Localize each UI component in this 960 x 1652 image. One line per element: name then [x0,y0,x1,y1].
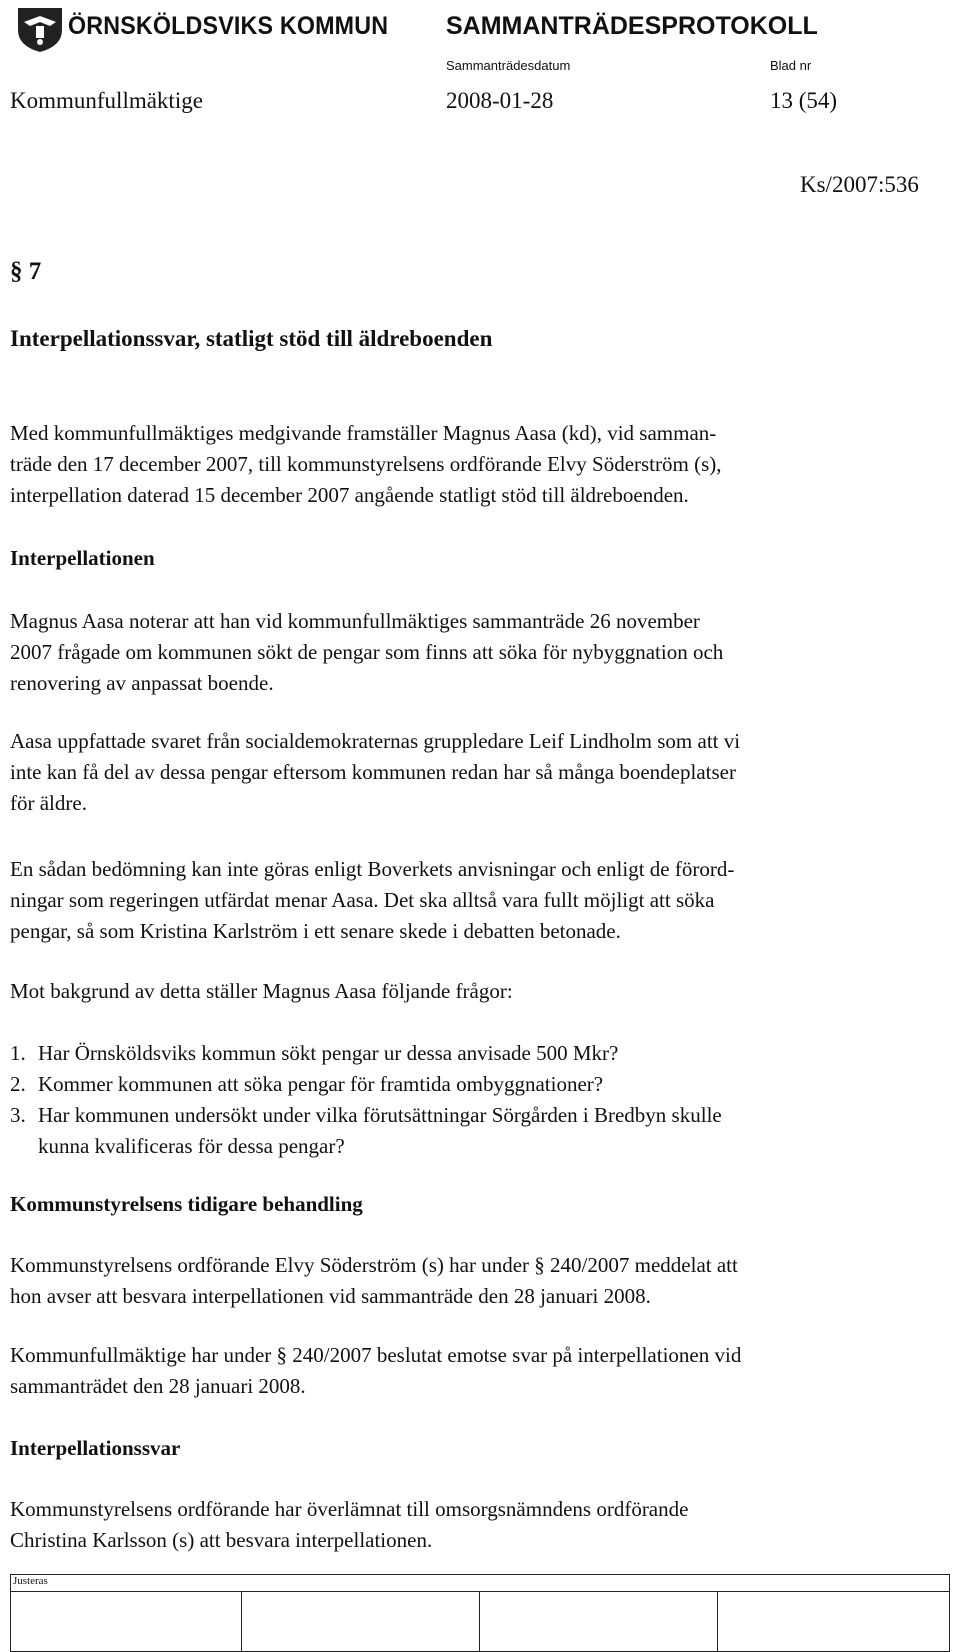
text-line: träde den 17 december 2007, till kommunstyrelsens ordförande Elvy Söderström (s), [10,452,722,476]
signature-cell-divider [717,1591,718,1651]
list-text: Har kommunen undersökt under vilka förutsättningar Sörgården i Bredbyn skulle [38,1103,722,1127]
text-line: Magnus Aasa noterar att han vid kommunfullmäktiges sammanträde 26 november [10,609,700,633]
case-number: Ks/2007:536 [800,172,919,197]
coat-of-arms-icon [14,4,66,54]
signature-label: Justeras [13,1575,48,1587]
text-line: Kommunstyrelsens ordförande har överlämnat till omsorgsnämndens ordförande [10,1497,689,1521]
text-line: Kommunstyrelsens ordförande Elvy Söderström (s) har under § 240/2007 meddelat att [10,1253,738,1277]
heading-interpellation: Interpellationen [10,546,155,570]
signature-cell-divider [479,1591,480,1651]
date-label: Sammanträdesdatum [446,58,571,73]
section-number: § 7 [10,258,42,285]
list-number: 2. [10,1072,26,1096]
text-line: inte kan få del av dessa pengar eftersom kommunen redan har så många boendeplatser [10,760,736,784]
divider [11,1591,949,1592]
section-title: Interpellationssvar, statligt stöd till äldreboenden [10,326,493,351]
text-line: för äldre. [10,791,87,815]
question-list [10,1038,722,1162]
paragraph-4 [10,976,940,1007]
list-text: Kommer kommunen att söka pengar för framtida ombyggnationer? [38,1072,604,1096]
text-line: Aasa uppfattade svaret från socialdemokraternas gruppledare Leif Lindholm som att vi [10,729,741,753]
list-number: 3. [10,1103,26,1127]
text-line: interpellation daterad 15 december 2007 angående statligt stöd till äldreboenden. [10,483,689,507]
committee-name: Kommunfullmäktige [10,88,203,113]
text-line: En sådan bedömning kan inte göras enligt Boverkets anvisningar och enligt de förord- [10,857,735,881]
heading-prior-handling: Kommunstyrelsens tidigare behandling [10,1192,363,1216]
heading-answer: Interpellationssvar [10,1436,181,1460]
text-line: ningar som regeringen utfärdat menar Aasa. Det ska alltså vara fullt möjligt att söka [10,888,715,912]
paragraph-5 [10,1250,940,1312]
list-text: kunna kvalificeras för dessa pengar? [38,1134,345,1158]
text-line: 2007 frågade om kommunen sökt de pengar som finns att söka för nybyggnation och [10,640,724,664]
list-number: 1. [10,1041,26,1065]
text-line: Med kommunfullmäktiges medgivande framställer Magnus Aasa (kd), vid samman- [10,421,717,445]
page-label: Blad nr [770,58,812,73]
text-line: Christina Karlsson (s) att besvara interpellationen. [10,1528,433,1552]
intro-paragraph [10,418,940,511]
text-line: Kommunfullmäktige har under § 240/2007 beslutat emotse svar på interpellationen vid [10,1343,742,1367]
text-line: renovering av anpassat boende. [10,671,274,695]
signature-cell-divider [241,1591,242,1651]
list-item [10,1100,722,1131]
paragraph-3 [10,854,940,947]
signature-box [10,1574,950,1652]
paragraph-2 [10,726,940,819]
paragraph-1 [10,606,940,699]
document-type: SAMMANTRÄDESPROTOKOLL [446,12,818,40]
paragraph-6 [10,1340,940,1402]
meeting-date: 2008-01-28 [446,88,554,113]
organization-name: ÖRNSKÖLDSVIKS KOMMUN [68,12,389,40]
paragraph-7 [10,1494,940,1556]
page-number: 13 (54) [770,88,838,113]
text-line: pengar, så som Kristina Karlström i ett senare skede i debatten betonade. [10,919,621,943]
list-item [10,1131,722,1162]
list-item [10,1069,722,1100]
text-line: Mot bakgrund av detta ställer Magnus Aasa följande frågor: [10,979,513,1003]
text-line: hon avser att besvara interpellationen vid sammanträde den 28 januari 2008. [10,1284,651,1308]
list-item [10,1038,722,1069]
text-line: sammanträdet den 28 januari 2008. [10,1374,306,1398]
list-text: Har Örnsköldsviks kommun sökt pengar ur dessa anvisade 500 Mkr? [38,1041,619,1065]
